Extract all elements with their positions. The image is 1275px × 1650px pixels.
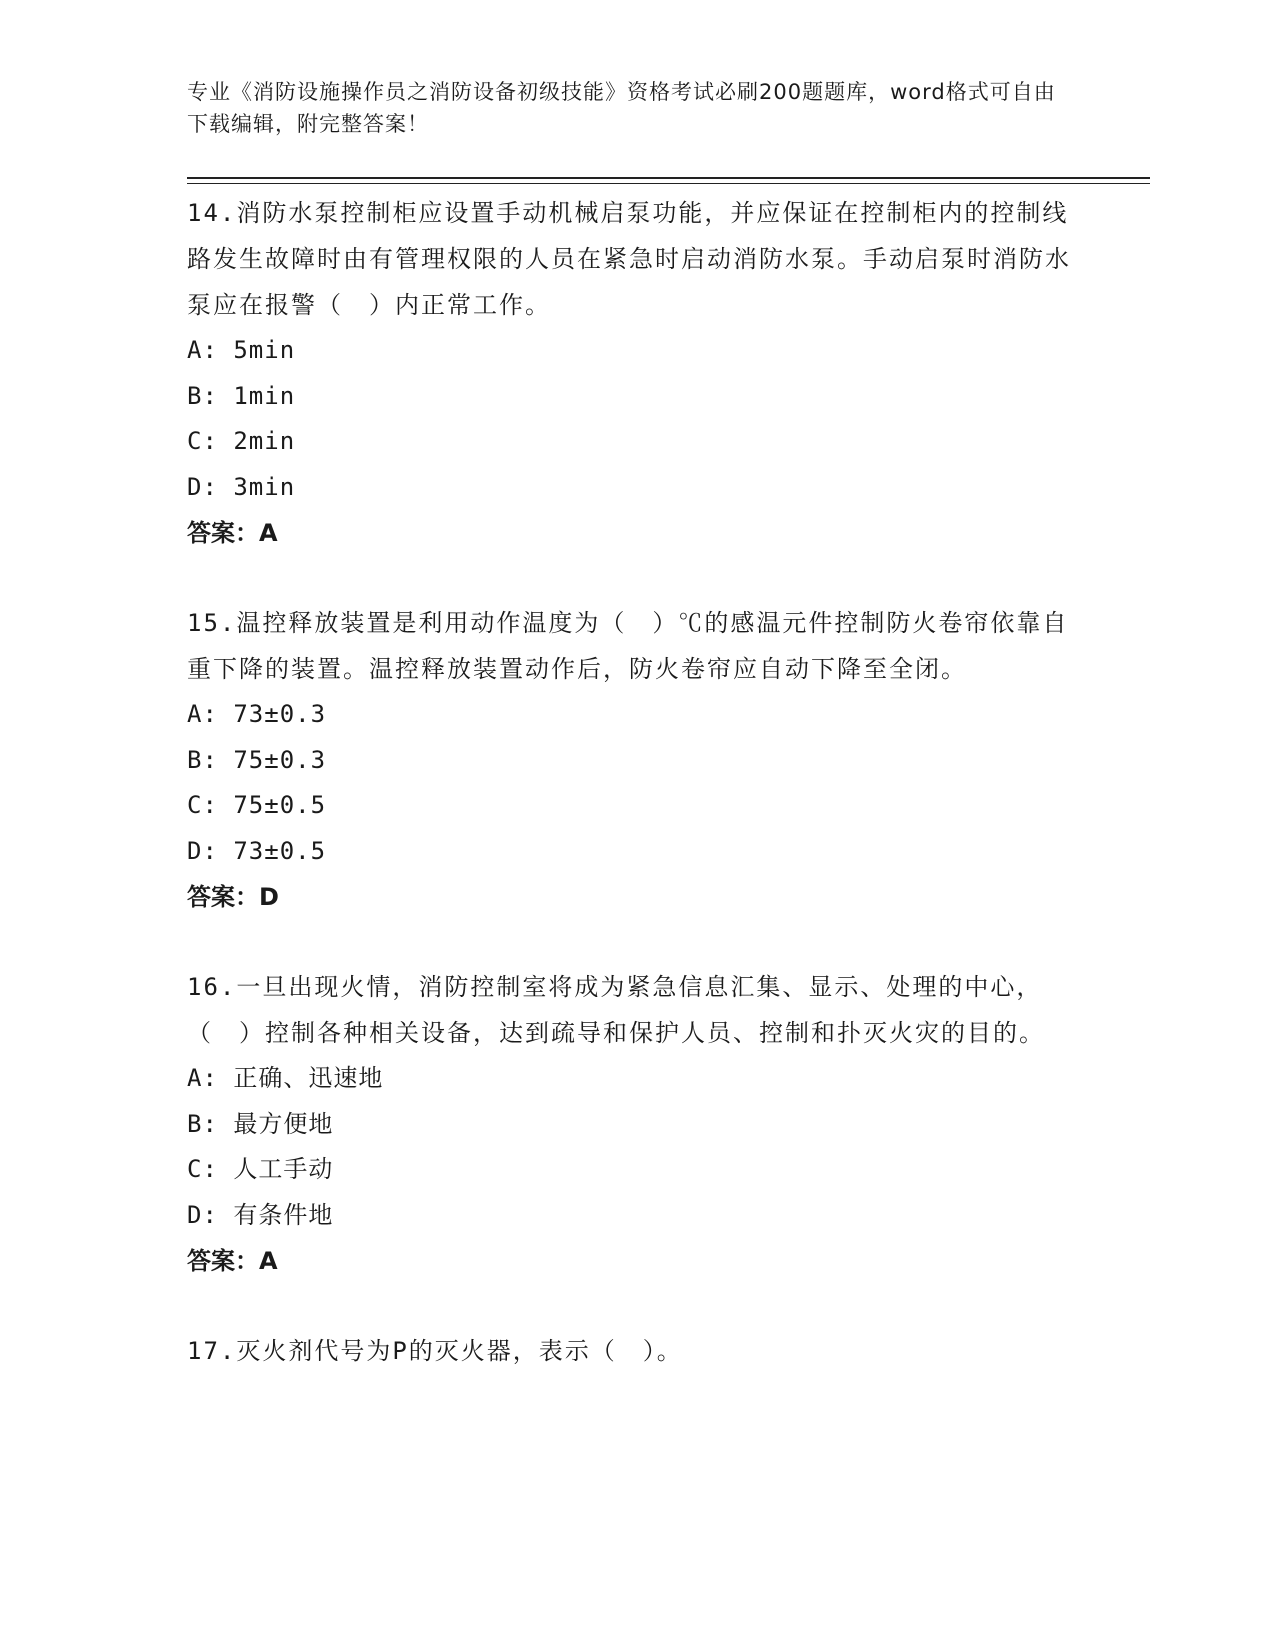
option-b: B: 最方便地: [187, 1109, 334, 1138]
option-c: C: 75±0.5: [187, 791, 327, 819]
option-d: D: 3min: [187, 472, 296, 501]
answer: 答案：A: [187, 519, 278, 547]
option-c: C: 人工手动: [187, 1155, 334, 1183]
question-list: [187, 190, 1077, 1418]
option-d: D: 有条件地: [187, 1200, 334, 1229]
question-15: [187, 600, 1077, 920]
option-d: D: 73±0.5: [187, 836, 327, 865]
option-c: C: 2min: [187, 427, 296, 455]
question-14: [187, 190, 1077, 556]
option-a: A: 73±0.3: [187, 700, 327, 728]
question-text: 17.灭火剂代号为P的灭火器，表示（ ）。: [187, 1337, 683, 1365]
option-b: B: 1min: [187, 381, 296, 410]
answer: 答案：A: [187, 1247, 278, 1275]
question-text: 15.温控释放装置是利用动作温度为（ ）℃的感温元件控制防火卷帘依靠自重下降的装置。温控释放装置动作后，防火卷帘应自动下降至全闭。: [187, 609, 1069, 683]
option-a: A: 5min: [187, 336, 296, 364]
option-b: B: 75±0.3: [187, 745, 327, 774]
document-header: 专业《消防设施操作员之消防设备初级技能》资格考试必刷200题题库，word格式可自由下载编辑，附完整答案！: [187, 80, 1056, 136]
header-divider-thin: [187, 183, 1150, 184]
header-divider: [187, 177, 1150, 179]
question-text: 14.消防水泵控制柜应设置手动机械启泵功能，并应保证在控制柜内的控制线路发生故障时由有管理权限的人员在紧急时启动消防水泵。手动启泵时消防水泵应在报警（ ）内正常工作。: [187, 199, 1071, 319]
answer: 答案：D: [187, 883, 279, 911]
question-text: 16.一旦出现火情，消防控制室将成为紧急信息汇集、显示、处理的中心，（ ）控制各种相关设备，达到疏导和保护人员、控制和扑灭火灾的目的。: [187, 973, 1045, 1047]
question-16: [187, 964, 1077, 1284]
option-a: A: 正确、迅速地: [187, 1064, 384, 1092]
question-17: [187, 1328, 1077, 1374]
